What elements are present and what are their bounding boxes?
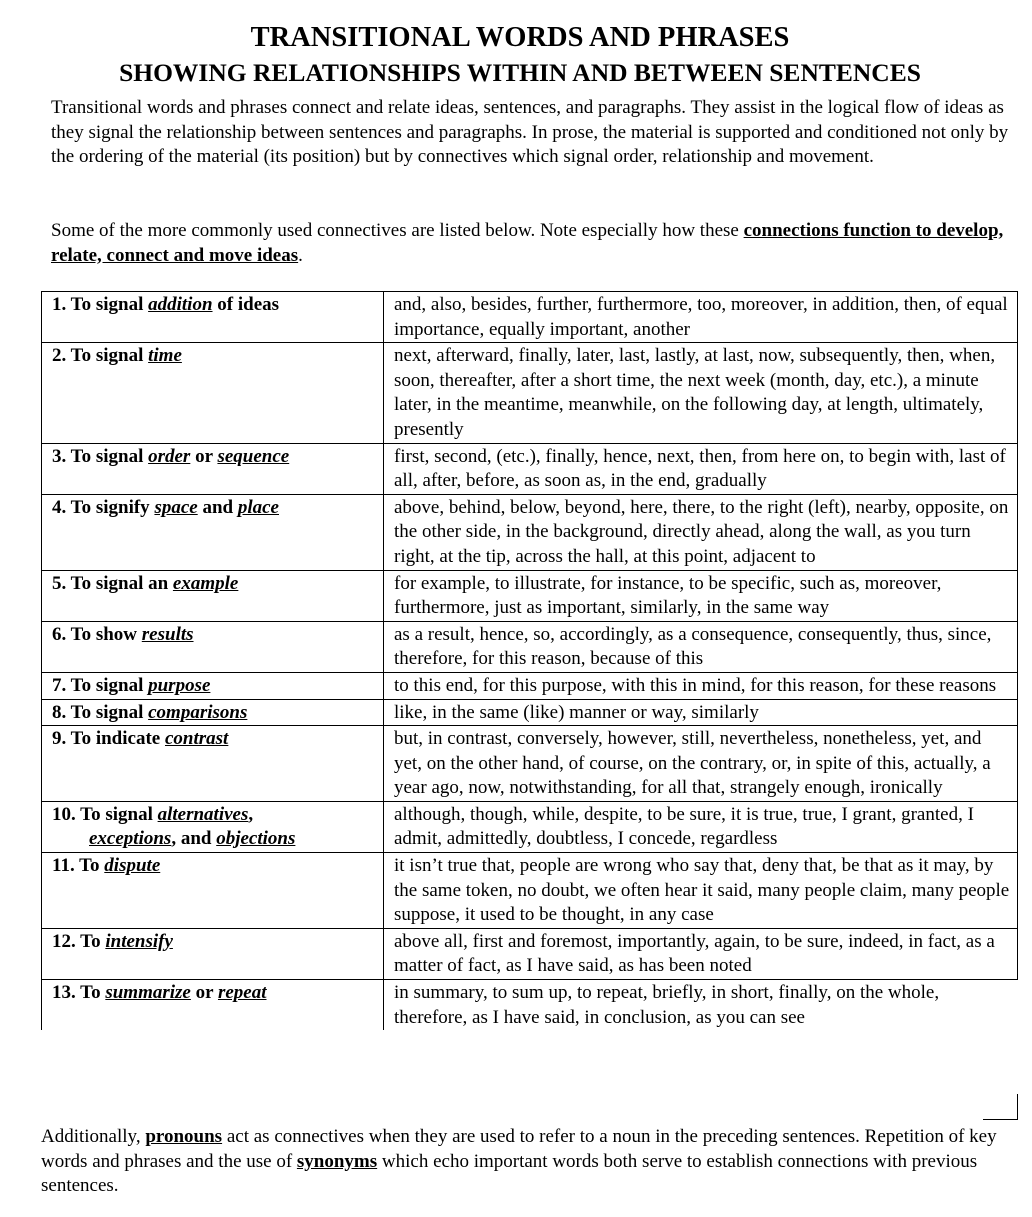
table-row: [42, 980, 1018, 1031]
row-label-text: 7. To signal: [52, 674, 149, 696]
table-row: [42, 928, 1018, 979]
row-label-text: 10. To signal: [52, 803, 158, 825]
intro-paragraph: Transitional words and phrases connect and relate ideas, sentences, and paragraphs. They assist in the logical flow of ideas as they signal the relationship between sentences and paragraphs. In prose, the material is supported and conditioned not only by the ordering of the material (its position) but by connectives which signal order, relationship and movement.: [51, 97, 1009, 168]
intro-note-text: Some of the more commonly used connectives are listed below. Note especially how these: [51, 220, 744, 241]
row-keyword: space: [154, 496, 198, 518]
table-row: [42, 621, 1018, 672]
row-label-text: ,: [248, 803, 254, 825]
row-connectives: but, in contrast, conversely, however, still, nevertheless, nonetheless, yet, and yet, on the other hand, of course, on the contrary, or, in spite of this, actually, a year ago, now, notwithstanding, for all that, strangely enough, ironically: [384, 726, 1018, 802]
page-title: TRANSITIONAL WORDS AND PHRASES: [250, 22, 790, 53]
row-keyword: order: [148, 445, 191, 467]
row-label-text: and: [197, 496, 238, 518]
row-keyword: objections: [216, 828, 296, 850]
row-keyword: sequence: [217, 445, 290, 467]
row-category: [42, 292, 384, 343]
closing-keyword-synonyms: synonyms: [296, 1150, 378, 1172]
row-label-text: 12. To: [52, 930, 106, 952]
row-keyword: intensify: [105, 930, 173, 952]
row-keyword: exceptions: [89, 828, 172, 850]
row-label-text: 13. To: [52, 982, 106, 1004]
row-connectives: next, afterward, finally, later, last, lastly, at last, now, subsequently, then, when, soon, thereafter, after a short time, the next week (month, day, etc.), a minute later, in the meantime, meanwhile, on the following day, at length, ultimately, presently: [384, 343, 1018, 443]
row-category: [42, 980, 384, 1031]
row-connectives: to this end, for this purpose, with this in mind, for this reason, for these reasons: [384, 672, 1018, 699]
row-keyword: example: [172, 572, 239, 594]
table-row: [42, 494, 1018, 570]
row-category: [42, 801, 384, 852]
row-label-text: 8. To signal: [52, 701, 149, 723]
intro-note-paragraph: [51, 219, 1011, 268]
row-category: [42, 494, 384, 570]
row-keyword: contrast: [164, 728, 229, 750]
row-connectives: for example, to illustrate, for instance, to be specific, such as, moreover, furthermore, just as important, similarly, in the same way: [384, 570, 1018, 621]
row-label-text: 1. To signal: [52, 294, 149, 315]
row-keyword: time: [148, 345, 182, 367]
row-category: [42, 621, 384, 672]
row-connectives: although, though, while, despite, to be sure, it is true, true, I grant, granted, I admit, admittedly, doubtless, I concede, regardless: [384, 801, 1018, 852]
row-connectives: it isn’t true that, people are wrong who say that, deny that, be that as it may, by the same token, no doubt, we often hear it said, many people claim, many people suppose, it used to be thought, in any case: [384, 853, 1018, 929]
row-label-text: or: [190, 982, 218, 1004]
row-keyword: summarize: [105, 982, 191, 1004]
table-border-fragment: [1017, 1094, 1018, 1119]
row-label-text: 6. To show: [52, 623, 142, 645]
row-connectives: above all, first and foremost, importantly, again, to be sure, indeed, in fact, as a matter of fact, as I have said, as has been noted: [384, 928, 1018, 979]
table-row: [42, 570, 1018, 621]
row-label-text: , and: [171, 828, 217, 850]
row-connectives: in summary, to sum up, to repeat, briefly, in short, finally, on the whole, therefore, as I have said, in conclusion, as you can see: [384, 980, 1018, 1031]
table-row: [42, 343, 1018, 443]
table-row: [42, 699, 1018, 726]
connectives-table: [41, 291, 1018, 1030]
row-label-text: of ideas: [212, 294, 280, 315]
row-keyword: purpose: [148, 674, 211, 696]
closing-text: which echo important words both serve to establish connections with previous sentences.: [41, 1150, 978, 1197]
row-keyword: addition: [148, 294, 213, 315]
row-keyword: place: [237, 496, 279, 518]
row-keyword: repeat: [217, 982, 267, 1004]
row-connectives: first, second, (etc.), finally, hence, next, then, from here on, to begin with, last of all, after, before, as soon as, in the end, gradually: [384, 443, 1018, 494]
row-label-text: 3. To signal: [52, 445, 149, 467]
closing-text: act as connectives when they are used to refer to a noun in the preceding sentences. Repetition of key words and phrases and the use of: [41, 1126, 997, 1172]
row-category: [42, 699, 384, 726]
row-category: [42, 726, 384, 802]
closing-keyword-pronouns: pronouns: [145, 1126, 223, 1147]
row-category: [42, 570, 384, 621]
table-row: [42, 726, 1018, 802]
table-row: [42, 292, 1018, 343]
intro-note-end: .: [298, 244, 303, 266]
row-connectives: and, also, besides, further, furthermore, too, moreover, in addition, then, of equal importance, equally important, another: [384, 292, 1018, 343]
row-keyword: alternatives: [157, 803, 249, 825]
row-connectives: like, in the same (like) manner or way, similarly: [384, 699, 1018, 726]
row-keyword: results: [141, 623, 194, 645]
row-label-text: 4. To signify: [52, 496, 155, 518]
row-label-text: 5. To signal an: [52, 572, 173, 594]
table-row: [42, 801, 1018, 852]
table-row: [42, 853, 1018, 929]
row-keyword: comparisons: [148, 701, 248, 723]
closing-text: Additionally,: [41, 1126, 146, 1147]
closing-paragraph: [41, 1125, 1011, 1199]
row-connectives: above, behind, below, beyond, here, there, to the right (left), nearby, opposite, on the other side, in the background, directly ahead, along the wall, as you turn right, at the tip, across the hall, at this point, adjacent to: [384, 494, 1018, 570]
row-category: [42, 443, 384, 494]
row-label-text: 11. To: [52, 855, 105, 877]
page-subtitle: SHOWING RELATIONSHIPS WITHIN AND BETWEEN SENTENCES: [119, 58, 921, 87]
row-category: [42, 928, 384, 979]
row-keyword: dispute: [104, 855, 161, 877]
row-connectives: as a result, hence, so, accordingly, as a consequence, consequently, thus, since, therefore, for this reason, because of this: [384, 621, 1018, 672]
table-border-fragment: [983, 1119, 1018, 1120]
row-category: [42, 343, 384, 443]
row-category: [42, 853, 384, 929]
table-row: [42, 443, 1018, 494]
row-label-text: 2. To signal: [52, 345, 149, 367]
intro-note-emphasis: connections function to develop, relate, connect and move ideas: [51, 220, 1004, 266]
table-row: [42, 672, 1018, 699]
row-label-text: 9. To indicate: [52, 728, 165, 750]
row-label-text: or: [190, 445, 218, 467]
row-category: [42, 672, 384, 699]
